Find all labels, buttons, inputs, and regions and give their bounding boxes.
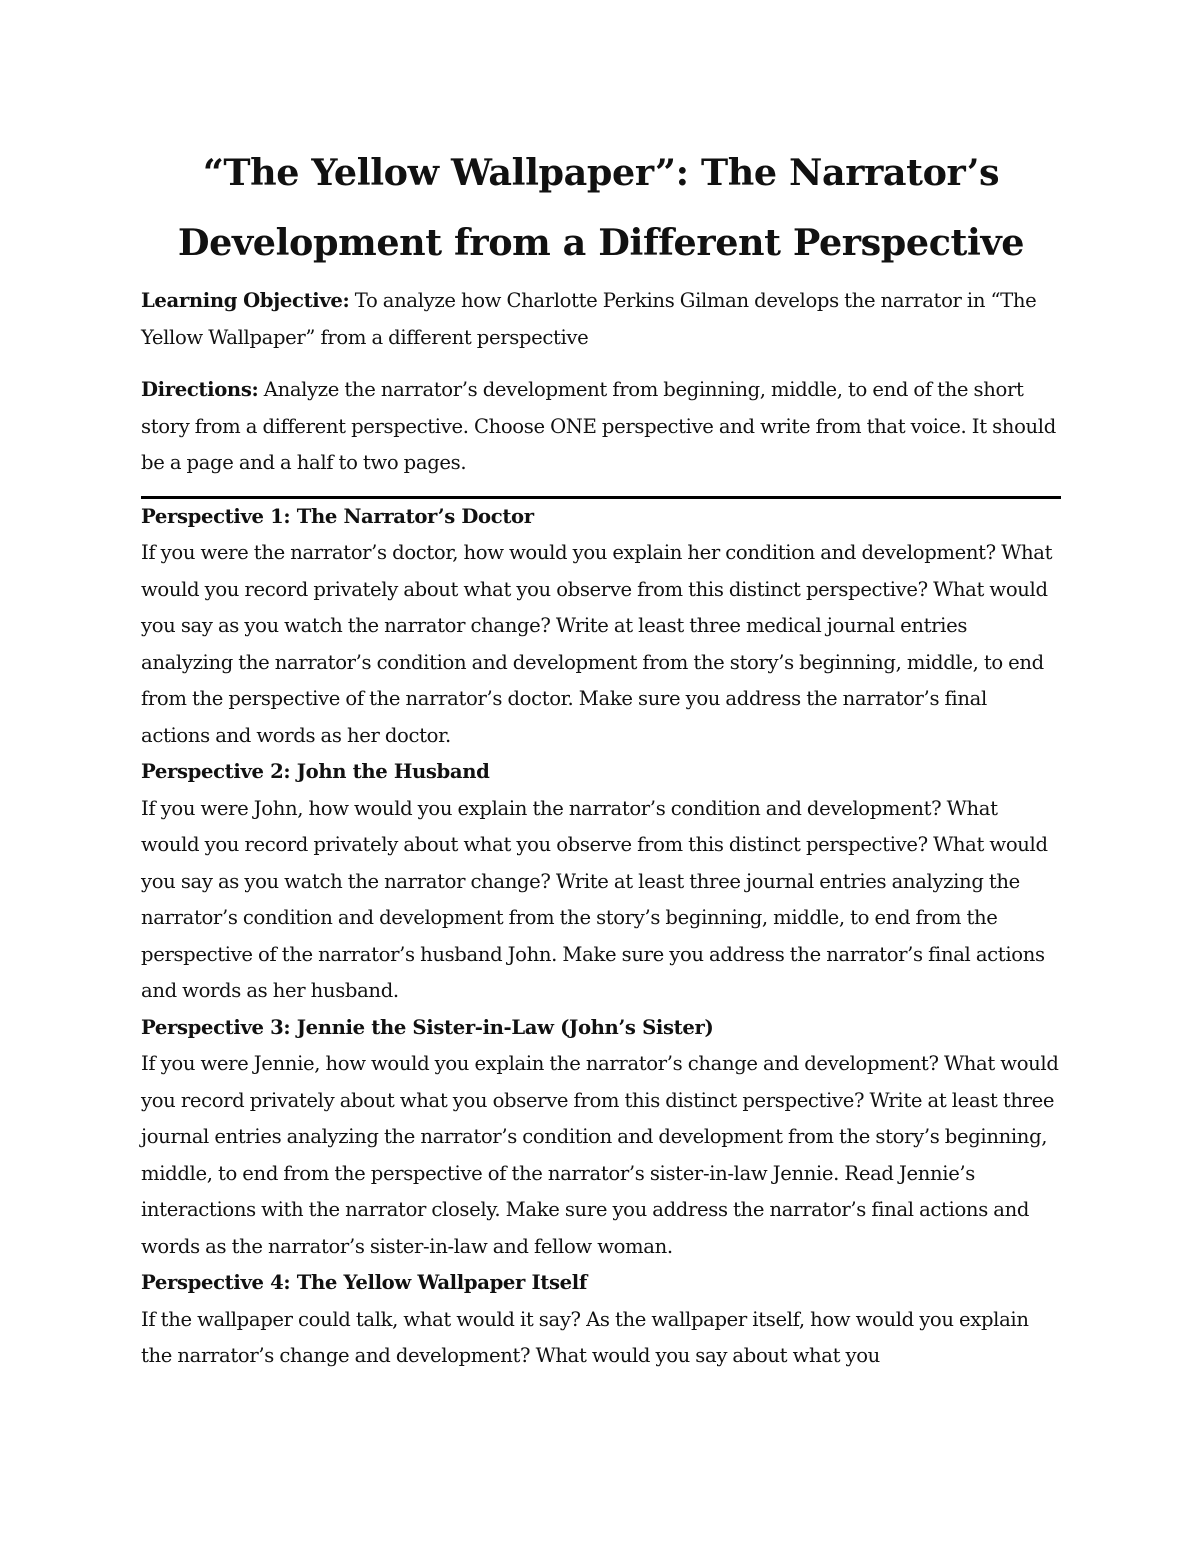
directions-text: Analyze the narrator’s development from beginning, middle, to end of the short story from a different perspective. Choose ONE perspective and write from that voice. It should be a page and a half to two pages. [141,378,1056,474]
perspective-4-body: If the wallpaper could talk, what would it say? As the wallpaper itself, how would you explain the narrator’s change and development? What would you say about what you [141,1307,1029,1367]
title-line-2: Development from a Different Perspective [177,221,1025,264]
perspective-4-heading: Perspective 4: The Yellow Wallpaper Itself [141,1271,587,1294]
perspective-2-body: If you were John, how would you explain the narrator’s condition and development? What would you record privately about what you observe from this distinct perspective? What would you say as you watch the narrator change? Write at least three journal entries analyzing the narrator’s condition and development from the story’s beginning, middle, to end from the perspective of the narrator’s husband John. Make sure you address the narrator’s final actions and words as her husband. [141,796,1048,1002]
learning-objective [141,283,1061,356]
learning-objective-label: Learning Objective: [141,289,350,312]
directions-label: Directions: [141,378,259,401]
document-page [141,138,1061,1375]
perspective-1-body: If you were the narrator’s doctor, how would you explain her condition and development? What would you record privately about what you observe from this distinct perspective? What would you say as you watch the narrator change? Write at least three medical journal entries analyzing the narrator’s condition and development from the story’s beginning, middle, to end from the perspective of the narrator’s doctor. Make sure you address the narrator’s final actions and words as her doctor. [141,541,1053,747]
title-line-1: “The Yellow Wallpaper”: The Narrator’s [202,151,1000,194]
directions [141,372,1061,482]
perspective-3-heading: Perspective 3: Jennie the Sister-in-Law (John’s Sister) [141,1015,714,1039]
perspective-1-heading: Perspective 1: The Narrator’s Doctor [141,504,534,528]
perspective-2-heading: Perspective 2: John the Husband [141,760,490,783]
perspective-3-body: If you were Jennie, how would you explain the narrator’s change and development? What would you record privately about what you observe from this distinct perspective? Write at least three journal entries analyzing the narrator’s condition and development from the story’s beginning, middle, to end from the perspective of the narrator’s sister-in-law Jennie. Read Jennie’s interactions with the narrator closely. Make sure you address the narrator’s final actions and words as the narrator’s sister-in-law and fellow woman. [141,1052,1059,1258]
learning-objective-text: To analyze how Charlotte Perkins Gilman develops the narrator in “The Yellow Wallpaper” from a different perspective [141,289,1037,349]
document-title [141,138,1061,278]
